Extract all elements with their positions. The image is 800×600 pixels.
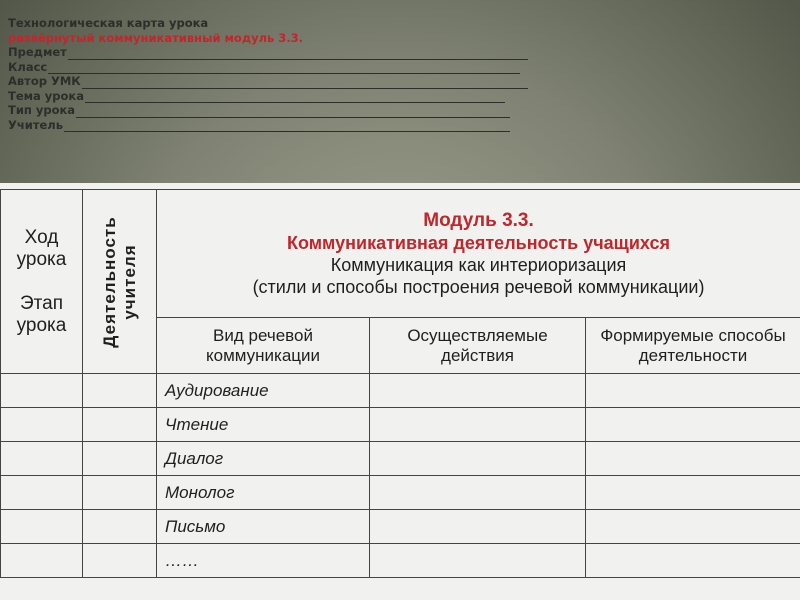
field-blank-line <box>82 77 528 89</box>
field-label: Учитель <box>8 117 63 132</box>
field-class <box>8 60 568 75</box>
row-label: Аудирование <box>157 374 370 408</box>
card-subtitle: развёрнутый коммуникативный модуль 3.3. <box>8 30 304 45</box>
row-label: Письмо <box>157 510 370 544</box>
field-blank-line <box>48 62 520 74</box>
subheader-methods: Формируемые способы деятельности <box>586 318 800 374</box>
field-blank-line <box>76 106 510 118</box>
lesson-progress-header <box>1 190 83 374</box>
field-label: Автор УМК <box>8 74 81 88</box>
row-label: Чтение <box>157 408 370 442</box>
module-line-4: (стили и способы построения речевой коммуникации) <box>252 276 705 297</box>
table-row <box>1 476 800 510</box>
card-title: Технологическая карта урока <box>8 16 209 30</box>
field-teacher <box>8 118 568 133</box>
module-title-cell <box>157 190 800 318</box>
subheader-actions: Осуществляемые действия <box>370 318 586 374</box>
field-topic <box>8 89 568 104</box>
field-label: Тема урока <box>8 88 85 103</box>
row-label: Диалог <box>157 442 370 476</box>
table-row <box>1 510 800 544</box>
vertical-header-text: Деятельность учителя <box>99 215 139 348</box>
table-row <box>1 544 800 578</box>
field-author <box>8 74 568 89</box>
field-label: Тип урока <box>8 103 76 117</box>
field-label: Класс <box>8 59 48 74</box>
teacher-activity-header <box>83 190 157 374</box>
module-line-3: Коммуникация как интериоризация <box>330 254 627 275</box>
lesson-card-header <box>8 16 568 132</box>
header-text: Этап <box>19 292 63 314</box>
row-label: …… <box>157 544 370 578</box>
row-label: Монолог <box>157 476 370 510</box>
module-sheet <box>0 183 800 600</box>
field-type <box>8 103 568 118</box>
module-header-row <box>1 190 800 318</box>
field-blank-line <box>85 91 505 103</box>
field-blank-line <box>64 120 510 132</box>
field-blank-line <box>68 48 528 60</box>
field-label: Предмет <box>8 45 67 59</box>
table-row <box>1 408 800 442</box>
subheader-speech-type: Вид речевой коммуникации <box>157 318 370 374</box>
module-subtitle: Коммуникативная деятельность учащихся <box>286 232 671 253</box>
header-text: урока <box>16 248 67 270</box>
module-table <box>0 189 800 578</box>
module-title: Модуль 3.3. <box>423 209 534 231</box>
field-subject <box>8 45 568 60</box>
table-row <box>1 374 800 408</box>
header-text: Ход <box>24 226 59 248</box>
header-text: урока <box>16 314 67 336</box>
table-row <box>1 442 800 476</box>
